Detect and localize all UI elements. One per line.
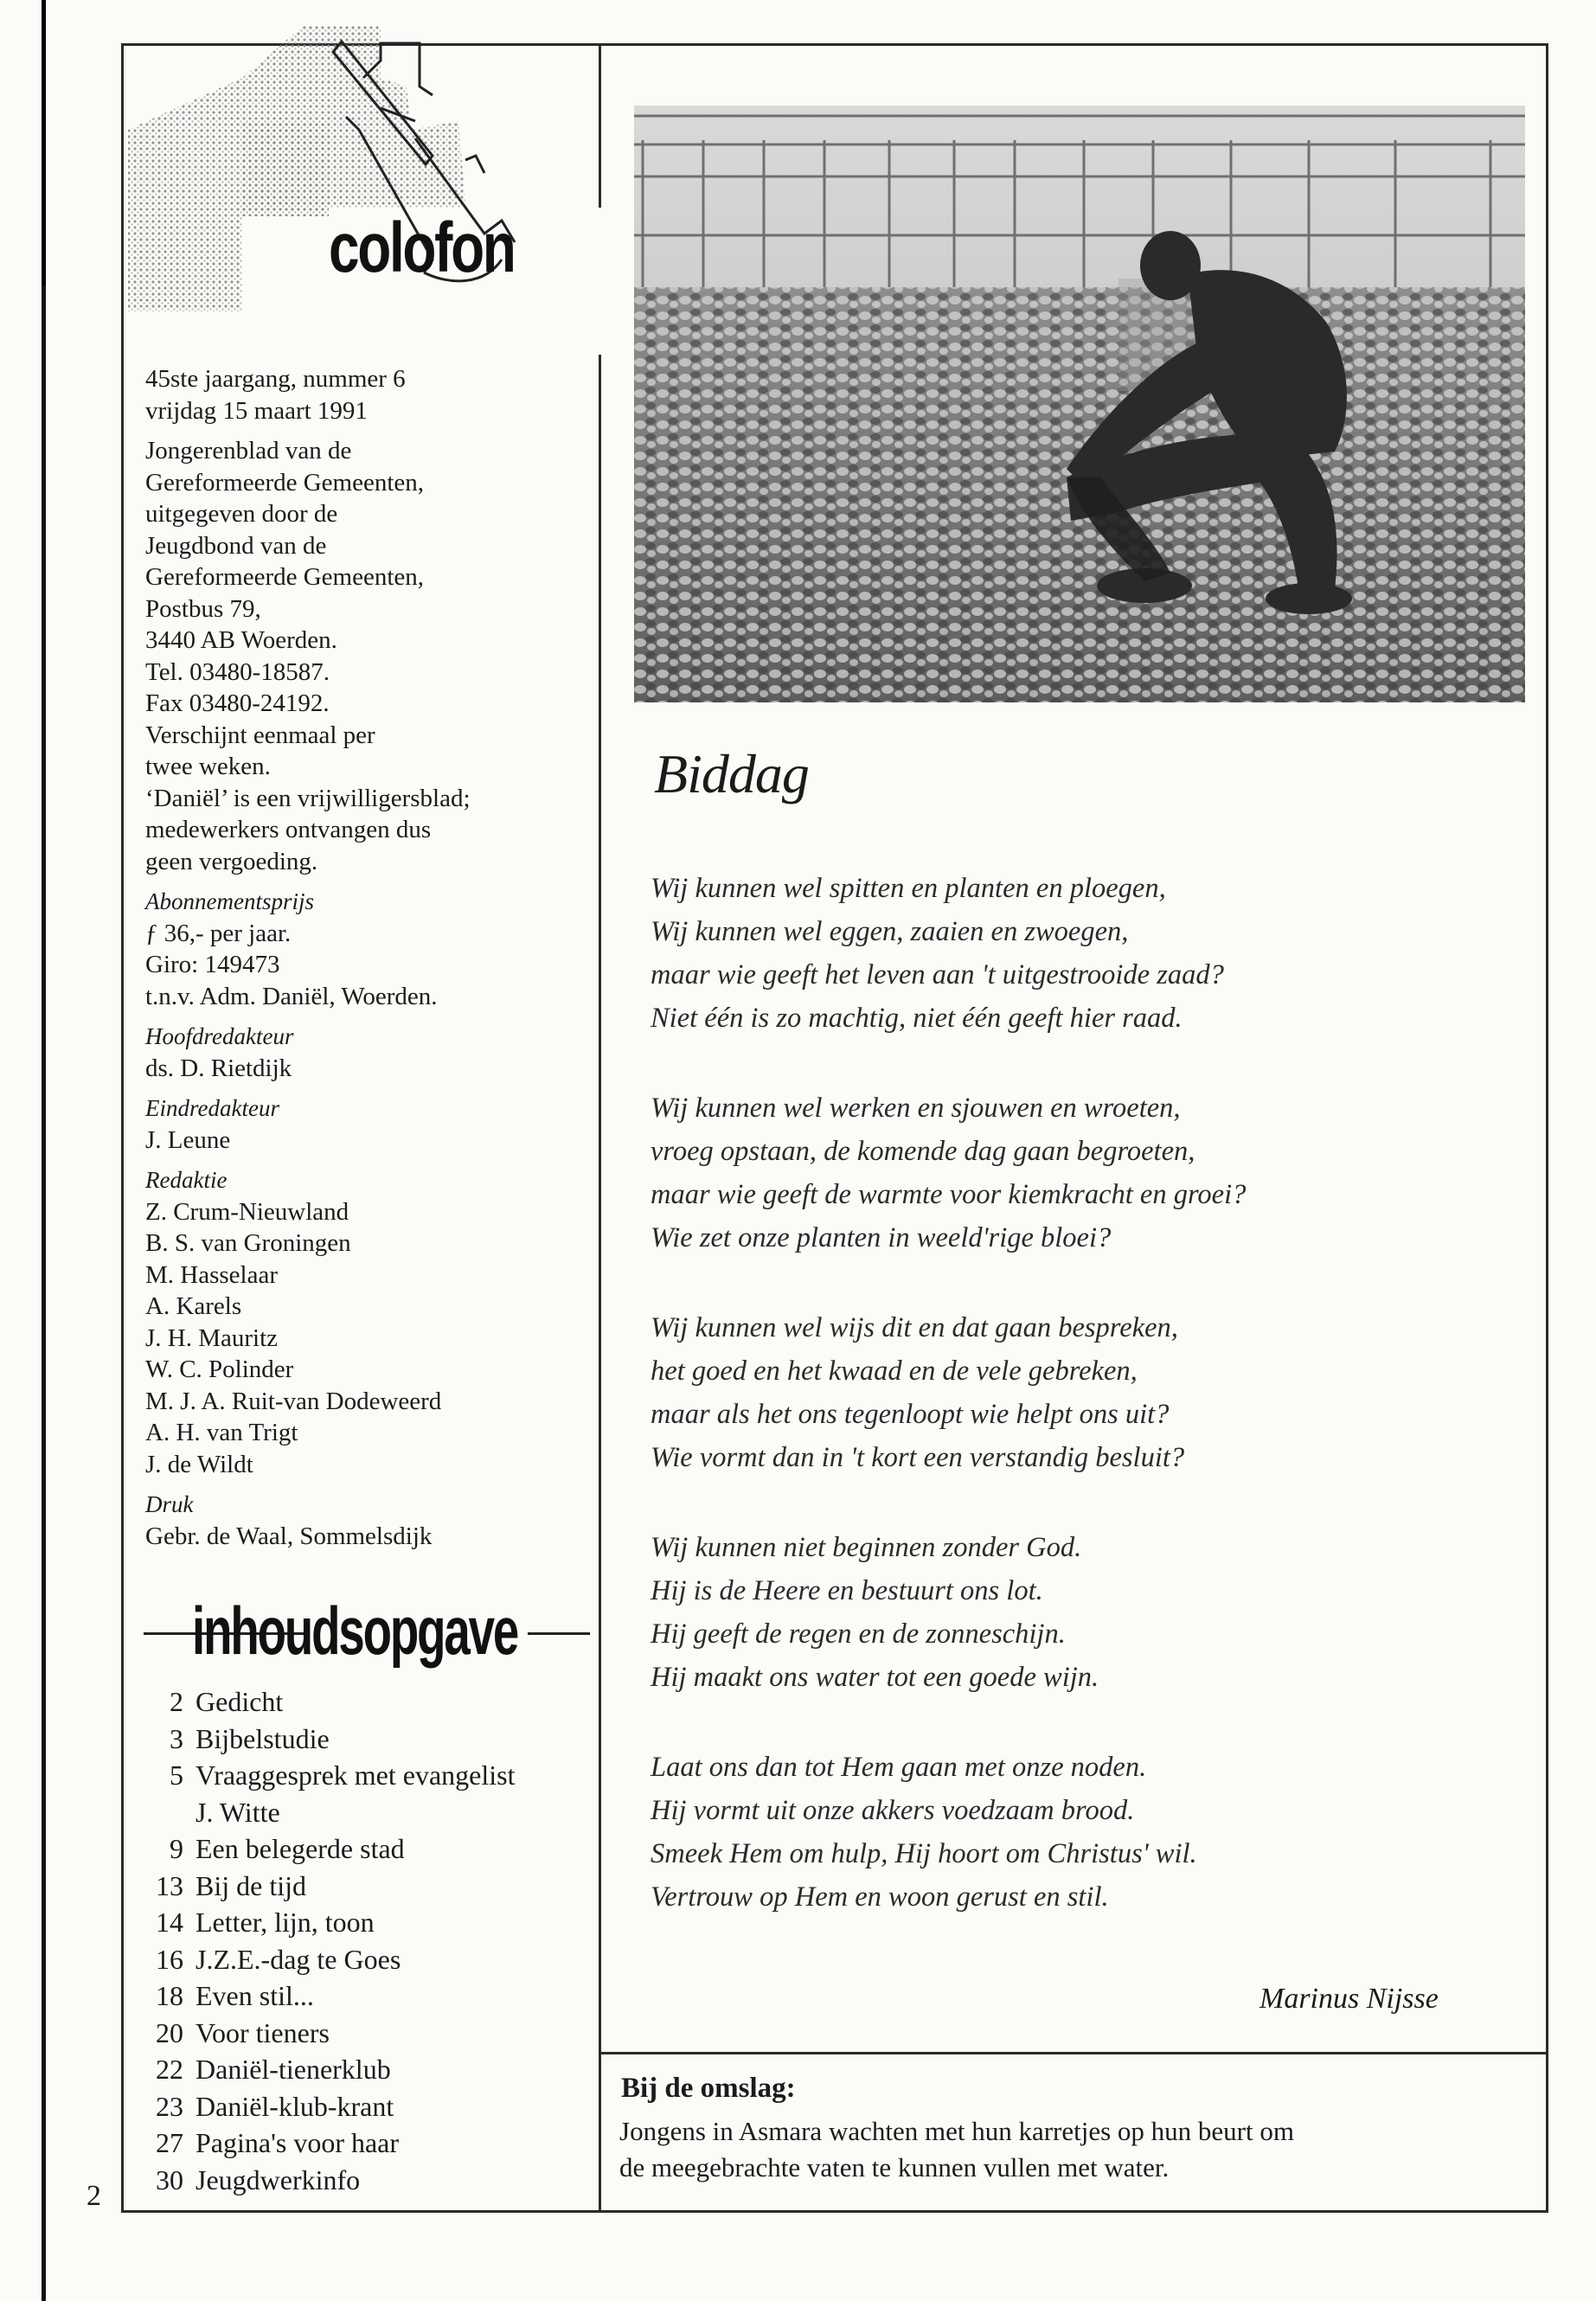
colofon-logo-text: colofon — [329, 208, 515, 287]
toc-item: 20 Voor tieners — [156, 2016, 330, 2048]
toc-item: 22 Daniël-tienerklub — [156, 2054, 391, 2085]
omslag-divider — [599, 2052, 1548, 2054]
column-divider — [599, 43, 601, 2213]
poem-stanza: Wij kunnen niet beginnen zonder God. Hij is de Heere en bestuurt ons lot. Hij geeft de regen en de zonneschijn. Hij maakt ons water tot een goede wijn. — [651, 1532, 1099, 1693]
toc-item: 30 Jeugdwerkinfo — [156, 2163, 361, 2195]
toc-heading-rule-right — [528, 1632, 590, 1635]
colofon-logo — [121, 26, 606, 355]
page-edge — [42, 0, 46, 2301]
toc-item: 3 Bijbelstudie — [170, 1722, 330, 1754]
toc-item: 5 Vraaggesprek met evangelist — [170, 1759, 516, 1791]
toc-item: 9 Een belegerde stad — [170, 1833, 405, 1864]
chief-editor-section: Hoofdredakteur ds. D. Rietdijk — [145, 1023, 294, 1082]
editorial-section: Redaktie Z. Crum-Nieuwland B. S. van Groningen M. Hasselaar A. Karels J. H. Mauritz W. C. Polinder M. J. A. Ruit-van Dodeweerd A. H. van Trigt J. de Wildt — [145, 1167, 442, 1478]
colofon-logo-graphic — [121, 26, 606, 355]
toc-item: 16 J.Z.E.-dag te Goes — [156, 1943, 401, 1975]
subscription-section: Abonnementsprijs ƒ 36,- per jaar. Giro: 149473 t.n.v. Adm. Daniël, Woerden. — [145, 888, 438, 1010]
cover-note-text: Jongens in Asmara wachten met hun karretjes op hun beurt om de meegebrachte vaten te kunnen vullen met water. — [619, 2116, 1294, 2182]
poem-body — [651, 867, 1516, 1965]
greenhouse-photo — [634, 106, 1525, 702]
poem-author: Marinus Nijsse — [1259, 1983, 1439, 2015]
poem-stanza: Wij kunnen wel wijs dit en dat gaan bespreken, het goed en het kwaad en de vele gebreken, maar als het ons tegenloopt wie helpt ons uit? Wie vormt dan in 't kort een verstandig besluit? — [651, 1312, 1185, 1473]
toc-item: 13 Bij de tijd — [156, 1869, 306, 1901]
page-edge-dark — [42, 0, 46, 285]
printer-section: Druk Gebr. de Waal, Sommelsdijk — [145, 1491, 433, 1550]
toc-item: 27 Pagina's voor haar — [156, 2127, 400, 2158]
toc-title: inhoudsopgave — [192, 1593, 518, 1669]
issue-info: 45ste jaargang, nummer 6 vrijdag 15 maart 1991 — [145, 365, 406, 425]
toc-item: 23 Daniël-klub-krant — [156, 2090, 394, 2122]
poem-stanza: Wij kunnen wel werken en sjouwen en wroeten, vroeg opstaan, de komende dag gaan begroeten, maar wie geeft de warmte voor kiemkracht en groei? Wie zet onze planten in weeld'rige bloei? — [651, 1093, 1247, 1253]
page-number: 2 — [87, 2180, 101, 2212]
poem-title: Biddag — [654, 743, 809, 804]
cover-note-title: Bij de omslag: — [621, 2073, 796, 2104]
final-editor-section: Eindredakteur J. Leune — [145, 1095, 279, 1154]
toc-item: 14 Letter, lijn, toon — [156, 1907, 375, 1938]
toc-item: 18 Even stil... — [156, 1980, 314, 2011]
colofon-text — [145, 363, 586, 1561]
poem-stanza: Laat ons dan tot Hem gaan met onze noden. Hij vormt uit onze akkers voedzaam brood. Smeek Hem om hulp, Hij hoort om Christus' wil. Vertrouw op Hem en woon gerust en stil. — [651, 1752, 1197, 1913]
toc-item: 2 Gedicht — [170, 1686, 284, 1717]
greenhouse-photo-graphic — [634, 106, 1525, 702]
toc-item: J. Witte — [195, 1796, 280, 1828]
poem-stanza: Wij kunnen wel spitten en planten en ploegen, Wij kunnen wel eggen, zaaien en zwoegen, maar wie geeft het leven aan 't uitgestrooide zaad? Niet één is zo machtig, niet één geeft hier raad. — [651, 873, 1224, 1034]
toc-heading — [121, 1592, 601, 1670]
publisher-info: Jongerenblad van de Gereformeerde Gemeenten, uitgegeven door de Jeugdbond van de Gereformeerde Gemeenten, Postbus 79, 3440 AB Woerden. Tel. 03480-18587. Fax 03480-24192. Verschijnt eenmaal per twee weken. ‘Daniël’ is een vrijwilligersblad; medewerkers ontvangen dus geen vergoeding. — [145, 437, 471, 875]
toc-list — [138, 1683, 588, 2198]
